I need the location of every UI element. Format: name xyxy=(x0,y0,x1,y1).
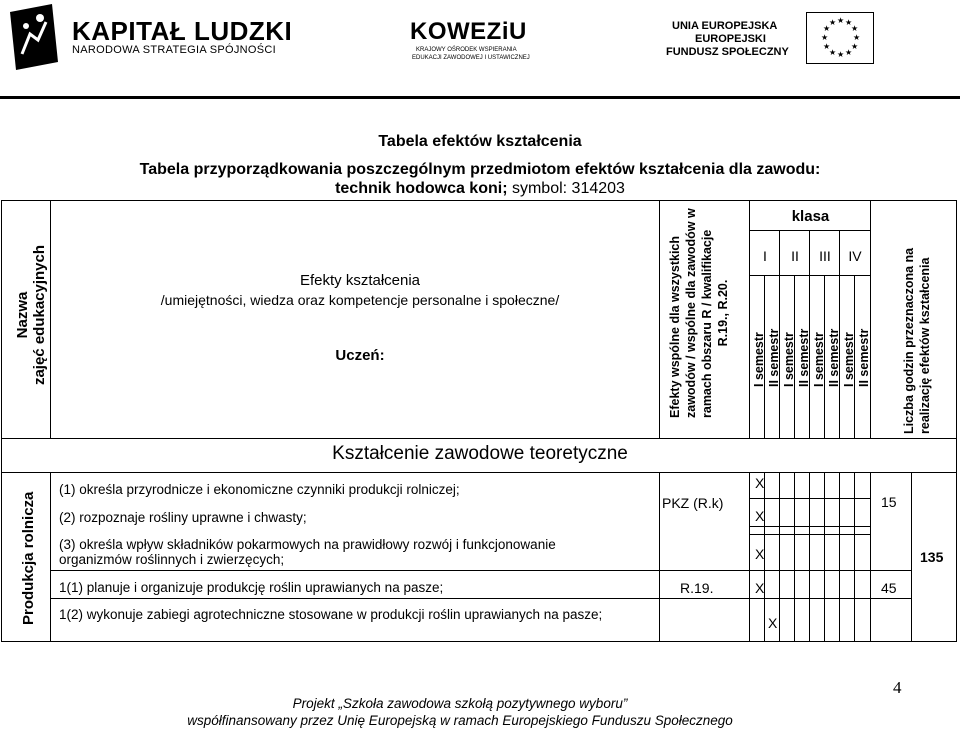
common-effects-line2: zawodów / wspólne dla zawodów w xyxy=(684,208,698,418)
svg-text:★: ★ xyxy=(851,24,859,33)
profession-symbol: symbol: 314203 xyxy=(507,180,625,197)
semester-4: II semestr xyxy=(797,328,811,387)
svg-text:★: ★ xyxy=(851,42,859,51)
subject-name: Produkcja rolnicza xyxy=(20,491,37,625)
effects-table xyxy=(1,200,957,642)
kapital-ludzki-logo-icon xyxy=(10,4,58,70)
effect-row-5: 1(2) wykonuje zabiegi agrotechniczne stosowane w produkcji roślin uprawianych na pasze; xyxy=(59,607,603,622)
semester-3: I semestr xyxy=(782,332,796,387)
footer-line2: współfinansowany przez Unię Europejską w ramach Europejskiego Funduszu Społecznego xyxy=(187,713,733,728)
svg-text:★: ★ xyxy=(853,33,861,42)
effects-header: Efekty kształcenia xyxy=(299,272,421,289)
col-name-header xyxy=(14,235,48,395)
eu-flag-icon xyxy=(806,12,874,64)
effects-subheader: /umiejętności, wiedza oraz kompetencje personalne i społeczne/ xyxy=(160,292,560,308)
profession-name: technik hodowca koni; xyxy=(335,180,508,197)
eu-logo-line1: UNIA EUROPEJSKA xyxy=(672,20,778,32)
semester-5: I semestr xyxy=(812,332,826,387)
col-name-line1: Nazwa xyxy=(14,291,31,339)
profession-line xyxy=(0,180,960,198)
common-effects-line3: ramach obszaru R / kwalifikacje xyxy=(700,229,714,418)
eu-logo-line3: FUNDUSZ SPOŁECZNY xyxy=(666,46,789,58)
kapital-ludzki-title: KAPITAŁ LUDZKI xyxy=(72,16,293,46)
svg-text:★: ★ xyxy=(829,48,837,57)
eu-logo-line2: EUROPEJSKI xyxy=(695,33,766,45)
svg-text:★: ★ xyxy=(829,18,837,27)
hours-header xyxy=(901,248,933,434)
row-3-mark: X xyxy=(755,546,765,562)
semester-1: I semestr xyxy=(752,332,766,387)
semester-8: II semestr xyxy=(857,328,871,387)
page-number: 4 xyxy=(893,678,902,697)
common-r19: R.19. xyxy=(680,580,714,596)
row-2-mark: X xyxy=(755,508,765,524)
koweziu-logo-title: KOWEZiU xyxy=(410,18,527,45)
effect-row-2: (2) rozpoznaje rośliny uprawne i chwasty; xyxy=(59,510,307,525)
class-roman-3: III xyxy=(819,248,831,264)
footer-line1: Projekt „Szkoła zawodowa szkołą pozytywnego wyboru” xyxy=(292,696,628,711)
common-pkz: PKZ (R.k) xyxy=(662,495,724,511)
class-roman-4: IV xyxy=(848,248,862,264)
semester-7: I semestr xyxy=(842,332,856,387)
svg-text:★: ★ xyxy=(837,16,845,25)
hours-header-line2: realizację efektów kształcenia xyxy=(918,257,932,434)
row-5-mark: X xyxy=(768,615,778,631)
effect-row-1: (1) określa przyrodnicze i ekonomiczne czynniki produkcji rolniczej; xyxy=(59,482,460,497)
semester-2: II semestr xyxy=(767,328,781,387)
col-name-line2: zajęć edukacyjnych xyxy=(31,244,48,386)
hours-value-2: 45 xyxy=(881,580,897,596)
hours-value-1: 15 xyxy=(881,494,897,510)
common-effects-line1: Efekty wspólne dla wszystkich xyxy=(668,235,682,418)
koweziu-subtitle-2: EDUKACJI ZAWODOWEJ I USTAWICZNEJ xyxy=(412,55,530,61)
section-title: Kształcenie zawodowe teoretyczne xyxy=(332,443,628,464)
hours-total: 135 xyxy=(920,549,944,565)
koweziu-subtitle-1: KRAJOWY OŚRODEK WSPIERANIA xyxy=(416,47,517,53)
header-divider xyxy=(0,96,960,99)
svg-text:★: ★ xyxy=(845,18,853,27)
kapital-ludzki-subtitle: NARODOWA STRATEGIA SPÓJNOŚCI xyxy=(72,44,276,56)
class-roman-1: I xyxy=(763,248,767,264)
row-4-mark: X xyxy=(755,580,765,596)
row-1-mark: X xyxy=(755,475,765,491)
svg-text:★: ★ xyxy=(823,24,831,33)
page-subtitle: Tabela przyporządkowania poszczególnym przedmiotom efektów kształcenia dla zawodu: xyxy=(139,161,821,178)
svg-text:★: ★ xyxy=(821,33,829,42)
svg-text:★: ★ xyxy=(823,42,831,51)
svg-text:★: ★ xyxy=(837,50,845,59)
common-effects-line4: R.19., R.20. xyxy=(716,279,730,347)
hours-header-line1: Liczba godzin przeznaczona na xyxy=(902,247,916,434)
common-effects-header xyxy=(667,208,731,418)
student-label: Uczeń: xyxy=(335,347,385,364)
semester-6: II semestr xyxy=(827,328,841,387)
effect-row-3: (3) określa wpływ składników pokarmowych na prawidłowy rozwój i funkcjonowanie organizmów roślinnych i zwierzęcych; xyxy=(59,537,556,567)
svg-text:★: ★ xyxy=(845,48,853,57)
effect-row-4: 1(1) planuje i organizuje produkcję roślin uprawianych na pasze; xyxy=(59,580,444,595)
class-header: klasa xyxy=(791,208,830,225)
class-roman-2: II xyxy=(791,248,799,264)
page-title: Tabela efektów kształcenia xyxy=(378,133,582,150)
